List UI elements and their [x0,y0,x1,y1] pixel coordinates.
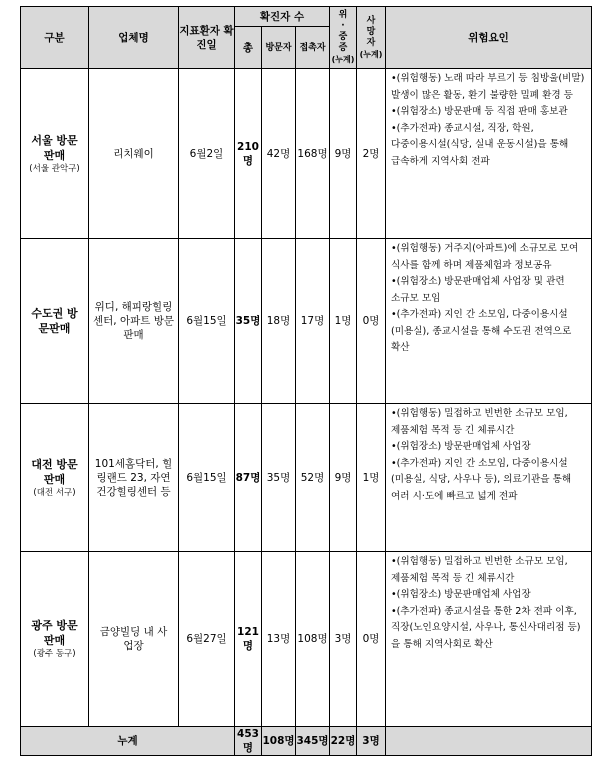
header-risk: 위험요인 [386,7,592,69]
total-severe-cell: 22명 [330,727,357,756]
header-confirmed: 확진자 수 [235,7,330,27]
region-cell [21,239,89,404]
company-cell: 위디, 해피랑힐링센터, 아파트 방문판매 [89,239,179,404]
region-name: 대전 방문판매 [31,457,78,486]
region-name: 광주 방문판매 [31,619,78,647]
total-cell: 210명 [235,69,262,239]
header-severe-label: 위·중증 [338,10,348,53]
deaths-cell: 0명 [357,239,386,404]
company-cell: 101세홈닥터, 힐링랜드 23, 자연건강힐링센터 등 [89,404,179,552]
date-cell: 6월15일 [179,239,235,404]
severe-cell: 9명 [330,404,357,552]
risk-behavior: •(위험행동) 노래 따라 부르기 등 침방울(비말) 발생이 많은 활동, 환기 불량한 밀폐 환경 등 [391,73,585,101]
visitors-cell: 13명 [262,552,296,727]
risk-cell [386,69,592,239]
header-visitors: 방문자 [262,27,296,69]
outbreak-table [20,6,592,756]
visitors-cell: 42명 [262,69,296,239]
total-cell: 121명 [235,552,262,727]
visitors-cell: 35명 [262,404,296,552]
risk-place: •(위험장소) 방문판매업체 사업장 [391,441,531,452]
total-contacts-cell: 345명 [296,727,330,756]
deaths-cell: 1명 [357,404,386,552]
contacts-cell: 108명 [296,552,330,727]
risk-place: •(위험장소) 방문판매업체 사업장 및 관련 소규모 모임 [391,276,565,304]
severe-cell: 1명 [330,239,357,404]
risk-behavior: •(위험행동) 밀접하고 빈번한 소규모 모임, 제품체험 목적 등 긴 체류시간 [391,556,568,584]
table-row [21,239,592,404]
total-cell: 87명 [235,404,262,552]
date-cell: 6월2일 [179,69,235,239]
risk-cell [386,552,592,727]
risk-cell [386,239,592,404]
risk-spread: •(추가전파) 지인 간 소모임, 다중이용시설(미용실, 식당, 사우나 등), 의료기관을 통해 여러 시·도에 빠르고 넓게 전파 [391,457,572,502]
contacts-cell: 52명 [296,404,330,552]
total-risk-cell [386,727,592,756]
severe-cell: 9명 [330,69,357,239]
table-row [21,404,592,552]
deaths-cell: 0명 [357,552,386,727]
header-deaths-label: 사망자 [366,15,376,48]
deaths-cell: 2명 [357,69,386,239]
visitors-cell: 18명 [262,239,296,404]
risk-cell [386,404,592,552]
header-contacts: 접촉자 [296,27,330,69]
risk-spread: •(추가전파) 종교시설, 직장, 학원, 다중이용시설(식당, 실내 운동시설)을 통해 급속하게 지역사회 전파 [391,122,569,167]
risk-behavior: •(위험행동) 밀접하고 빈번한 소규모 모임, 제품체험 목적 등 긴 체류시간 [391,408,568,436]
risk-place: •(위험장소) 방문판매업체 사업장 [391,589,531,600]
contacts-cell: 17명 [296,239,330,404]
header-severe-unit: (누계) [331,55,355,64]
risk-place: •(위험장소) 방문판매 등 직접 판매 홍보관 [391,106,568,117]
severe-cell: 3명 [330,552,357,727]
header-deaths-unit: (누계) [359,49,383,59]
date-cell: 6월27일 [179,552,235,727]
company-cell: 리치웨이 [89,69,179,239]
header-total: 총 [235,27,262,69]
header-deaths [357,7,386,69]
header-index-date: 지표환자 확진일 [179,7,235,69]
table-row [21,69,592,239]
total-row [21,727,592,756]
total-label: 누계 [21,727,235,756]
risk-spread: •(추가전파) 종교시설을 통한 2차 전파 이후, 직장(노인요양시설, 사우나, 통신사대리점 등)을 통해 지역사회로 확산 [391,605,581,650]
header-region: 구분 [21,7,89,69]
date-cell: 6월15일 [179,404,235,552]
region-name: 서울 방문판매 [31,133,78,162]
region-name: 수도권 방문판매 [31,307,78,335]
total-cell: 35명 [235,239,262,404]
company-cell: 금양빌딩 내 사업장 [89,552,179,727]
table-row [21,552,592,727]
region-sub: (대전 서구) [33,487,76,498]
region-sub: (서울 관악구) [29,163,80,174]
region-sub: (광주 동구) [33,649,76,659]
total-sum-cell: 453명 [235,727,262,756]
region-cell [21,404,89,552]
total-visitors-cell: 108명 [262,727,296,756]
region-cell [21,552,89,727]
header-severe [330,7,357,69]
header-company: 업체명 [89,7,179,69]
total-deaths-cell: 3명 [357,727,386,756]
risk-behavior: •(위험행동) 거주지(아파트)에 소규모로 모여 식사를 함께 하며 제품체험과 정보공유 [391,243,579,271]
contacts-cell: 168명 [296,69,330,239]
region-cell [21,69,89,239]
risk-spread: •(추가전파) 지인 간 소모임, 다중이용시설(미용실), 종교시설을 통해 수도권 전역으로 확산 [391,309,572,353]
